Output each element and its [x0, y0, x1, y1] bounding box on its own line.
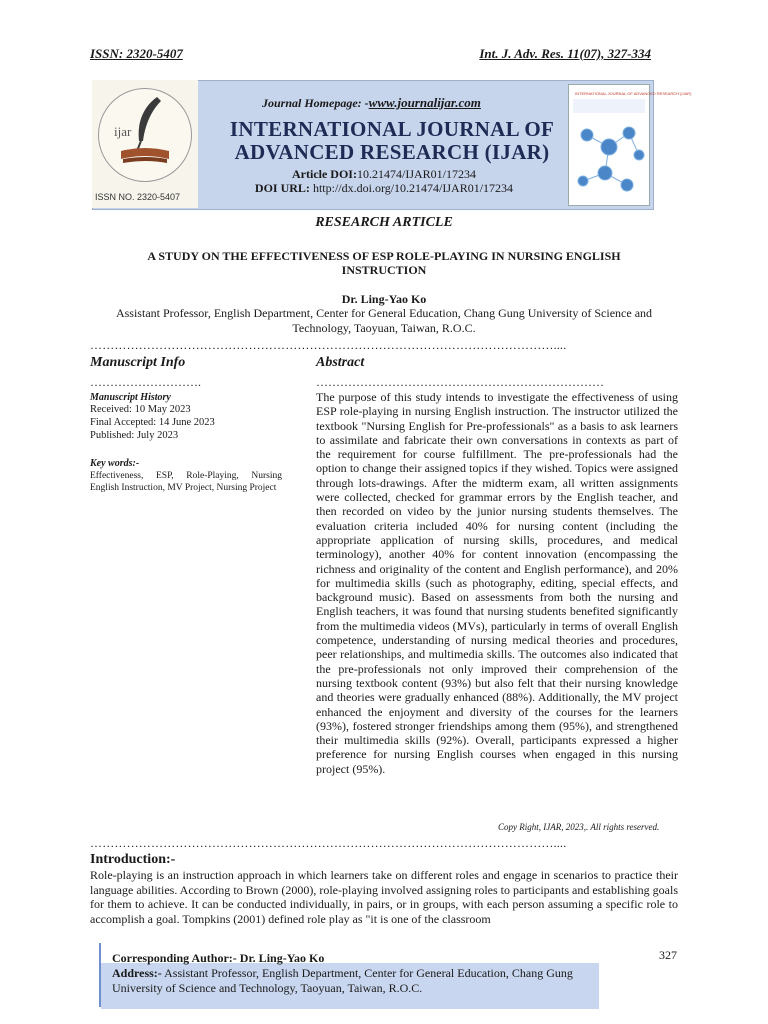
copyright-notice: Copy Right, IJAR, 2023,. All rights reserved.: [498, 822, 660, 832]
paper-title: A STUDY ON THE EFFECTIVENESS OF ESP ROLE-PLAYING IN NURSING ENGLISH INSTRUCTION: [147, 249, 621, 277]
homepage-label: Journal Homepage: -: [262, 96, 369, 110]
journal-cover-image: [568, 84, 692, 206]
abstract-text: The purpose of this study intends to investigate the effectiveness of using ESP role-playing in nursing English instruction. The instructor utilized the textbook "Nursing English for Pre-professionals" as a basis to ask learners to assimilate and fabricate their own conversations in contexts as part of the requirement for course fulfillment. The pre-professionals had the option to change their assigned topics if they wished. Topics were assigned through lots-drawings. After the midterm exam, all written assignments were collected, checked for grammar errors by the English teacher, and then recorded on video by the junior nursing students themselves. The evaluation criteria included 40% for nursing content (including the appropriate application of nursing skills, procedures, and medical terminology), another 40% for content innovation (encompassing the richness and originality of the content and English performance), and 20% for multimedia skills (such as photography, editing, special effects, and background music). Based on assessments from both the nursing and English teachers, it was found that nursing students benefited significantly from the multimedia videos (MVs), particularly in terms of overall English competence, understanding of nursing medical theories and procedures, peer relationships, and multimedia skills. The outcomes also indicated that the pre-professionals not only improved their comprehension of the nursing textbook content (93%) but also felt that their nursing knowledge and theories were gradually enhanced (88%). Additionally, the MV project enhanced the enjoyment and diversity of the courses for the learners (93%), fostered stronger friendships among them (95%), and strengthened their multimedia skills (92%). Overall, participants expressed a higher preference for nursing English courses when engaged in this nursing project (95%).: [316, 390, 678, 776]
manuscript-history-heading: Manuscript History: [90, 392, 171, 403]
issn-header: ISSN: 2320-5407: [90, 46, 183, 61]
manuscript-info-heading: Manuscript Info: [90, 355, 186, 370]
journal-logo: [98, 88, 192, 182]
logo-issn: ISSN NO. 2320-5407: [95, 192, 181, 202]
molecule-cover-icon: [569, 85, 692, 205]
separator-top: ……………………………………………………………………………………………………....: [90, 338, 567, 352]
author-name: Dr. Ling-Yao Ko: [341, 292, 427, 306]
doi-url-link[interactable]: http://dx.doi.org/10.21474/IJAR01/17234: [312, 181, 514, 195]
keywords-list: Effectiveness, ESP, Role-Playing, Nursing English Instruction, MV Project, Nursing Project: [90, 471, 282, 493]
logo-text: ijar: [114, 124, 132, 139]
corresponding-address: [112, 966, 590, 996]
accepted-date: Final Accepted: 14 June 2023: [90, 417, 215, 428]
journal-title-line1: INTERNATIONAL JOURNAL OF: [229, 117, 555, 141]
corresponding-author: Corresponding Author:- Dr. Ling-Yao Ko: [112, 951, 325, 965]
doi-label: Article DOI:: [292, 167, 357, 181]
introduction-heading: Introduction:-: [90, 852, 176, 867]
doi-value: 10.21474/IJAR01/17234: [356, 167, 476, 181]
abstract-heading: Abstract: [316, 355, 365, 370]
keywords-heading: Key words:-: [90, 458, 140, 469]
doi-url-label: DOI URL:: [254, 181, 310, 195]
address-label: Address:-: [112, 966, 162, 980]
journal-title-line2: ADVANCED RESEARCH (IJAR): [234, 140, 550, 164]
cover-title: INTERNATIONAL JOURNAL OF ADVANCED RESEARCH (IJAR): [575, 91, 692, 96]
introduction-text: Role-playing is an instruction approach in which learners take on different roles and engage in scenarios to practice their language abilities. According to Brown (2000), role-playing involved assigning roles to participants and establishing goals for them to achieve. It can be conducted individually, in pairs, or in groups, with each person assuming a specific role to accomplish a goal. Tompkins (2001) defined role play as "it is one of the classroom: [90, 868, 678, 926]
received-date: Received: 10 May 2023: [90, 404, 191, 415]
author-affiliation: Assistant Professor, English Department, Center for General Education, Chang Gung University of Science and Technology, Taoyuan, Taiwan, R.O.C.: [115, 306, 653, 335]
homepage-link[interactable]: www.journalijar.com: [368, 95, 481, 110]
quill-book-icon: [99, 89, 191, 181]
page-number: 327: [659, 948, 677, 962]
address-text: Assistant Professor, English Department, Center for General Education, Chang Gung University of Science and Technology, Taoyuan, Taiwan, R.O.C.: [112, 966, 573, 995]
published-date: Published: July 2023: [90, 430, 179, 441]
abstract-dots: ………………………………………………………………: [316, 375, 604, 389]
manuscript-dots: ……………………….: [90, 375, 201, 389]
journal-homepage: [262, 95, 481, 111]
journal-title: [218, 118, 566, 164]
separator-bottom: ……………………………………………………………………………………………………....: [90, 836, 567, 850]
article-type: RESEARCH ARTICLE: [315, 215, 453, 230]
doi-block: [230, 167, 538, 195]
citation-header: Int. J. Adv. Res. 11(07), 327-334: [479, 46, 651, 61]
